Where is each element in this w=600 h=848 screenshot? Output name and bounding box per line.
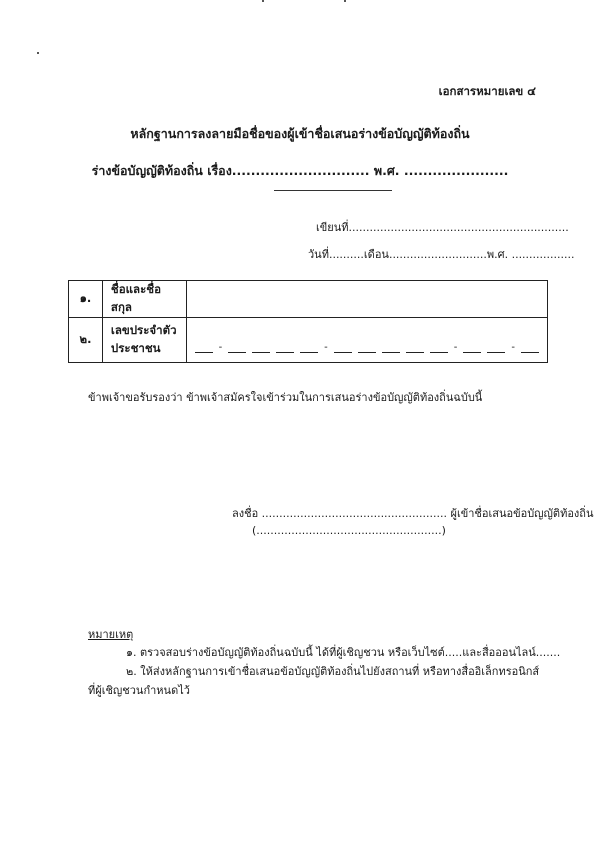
row-label: ชื่อและชื่อสกุล: [102, 281, 186, 318]
id-digit-slot[interactable]: [487, 342, 505, 353]
id-digit-slot[interactable]: [334, 342, 352, 353]
id-digit-slot[interactable]: [195, 342, 213, 353]
id-digit-slot[interactable]: [276, 342, 294, 353]
written-at-field[interactable]: เขียนที่...............................................................: [316, 221, 569, 234]
national-id-input[interactable]: [186, 318, 547, 363]
id-separator: -: [218, 341, 223, 353]
row-number: ๑.: [69, 281, 103, 318]
signature-name[interactable]: (.....................................................): [252, 524, 446, 537]
id-digit-slot[interactable]: [358, 342, 376, 353]
date-field[interactable]: วันที่..........เดือน............................พ.ศ. ..................: [308, 248, 575, 261]
id-digit-slot[interactable]: [382, 342, 400, 353]
id-digit-slot[interactable]: [521, 342, 539, 353]
id-separator: -: [511, 341, 515, 353]
remark-item-2-continued: ที่ผู้เชิญชวนกำหนดไว้: [88, 684, 190, 697]
draft-subject: ร่างข้อบัญญัติท้องถิ่น เรื่อง............................. พ.ศ. ......................: [91, 163, 509, 178]
id-digit-slot[interactable]: [430, 342, 448, 353]
row-number: ๒.: [69, 318, 103, 363]
scan-mark: [344, 0, 346, 2]
id-digit-slot[interactable]: [252, 342, 270, 353]
signer-info-table: [68, 280, 548, 363]
scan-mark: [262, 0, 264, 2]
table-row: [69, 318, 548, 363]
full-name-input[interactable]: [186, 281, 547, 318]
id-digit-slot[interactable]: [463, 342, 481, 353]
table-row: [69, 281, 548, 318]
document-title: หลักฐานการลงลายมือชื่อของผู้เข้าชื่อเสนอร่างข้อบัญญัติท้องถิ่น: [130, 126, 470, 141]
remark-item-1: ๑. ตรวจสอบร่างข้อบัญญัติท้องถิ่นฉบับนี้ ได้ที่ผู้เชิญชวน หรือเว็บไซต์.....และสื่อออนไลน์.......: [126, 646, 561, 659]
id-digit-slot[interactable]: [300, 342, 318, 353]
remarks-heading: หมายเหตุ: [88, 628, 134, 641]
national-id-segments: [195, 328, 539, 353]
id-digit-slot[interactable]: [228, 342, 246, 353]
id-separator: -: [453, 341, 458, 353]
scan-mark: [37, 52, 39, 54]
certification-statement: ข้าพเจ้าขอรับรองว่า ข้าพเจ้าสมัครใจเข้าร่วมในการเสนอร่างข้อบัญญัติท้องถิ่นฉบับนี้: [88, 391, 483, 404]
title-divider: [274, 190, 392, 191]
document-number: เอกสารหมายเลข ๔: [438, 84, 536, 98]
id-separator: -: [324, 341, 328, 353]
row-label: เลขประจำตัว ประชาชน: [102, 318, 186, 363]
signature-line[interactable]: ลงชื่อ ..................................................... ผู้เข้าชื่อเสนอข้อบัญญัติท้องถิ่น: [232, 507, 594, 520]
remark-item-2: ๒. ให้ส่งหลักฐานการเข้าชื่อเสนอข้อบัญญัติท้องถิ่นไปยังสถานที่ หรือทางสื่ออิเล็กทรอนิกส์: [126, 665, 540, 678]
id-digit-slot[interactable]: [406, 342, 424, 353]
